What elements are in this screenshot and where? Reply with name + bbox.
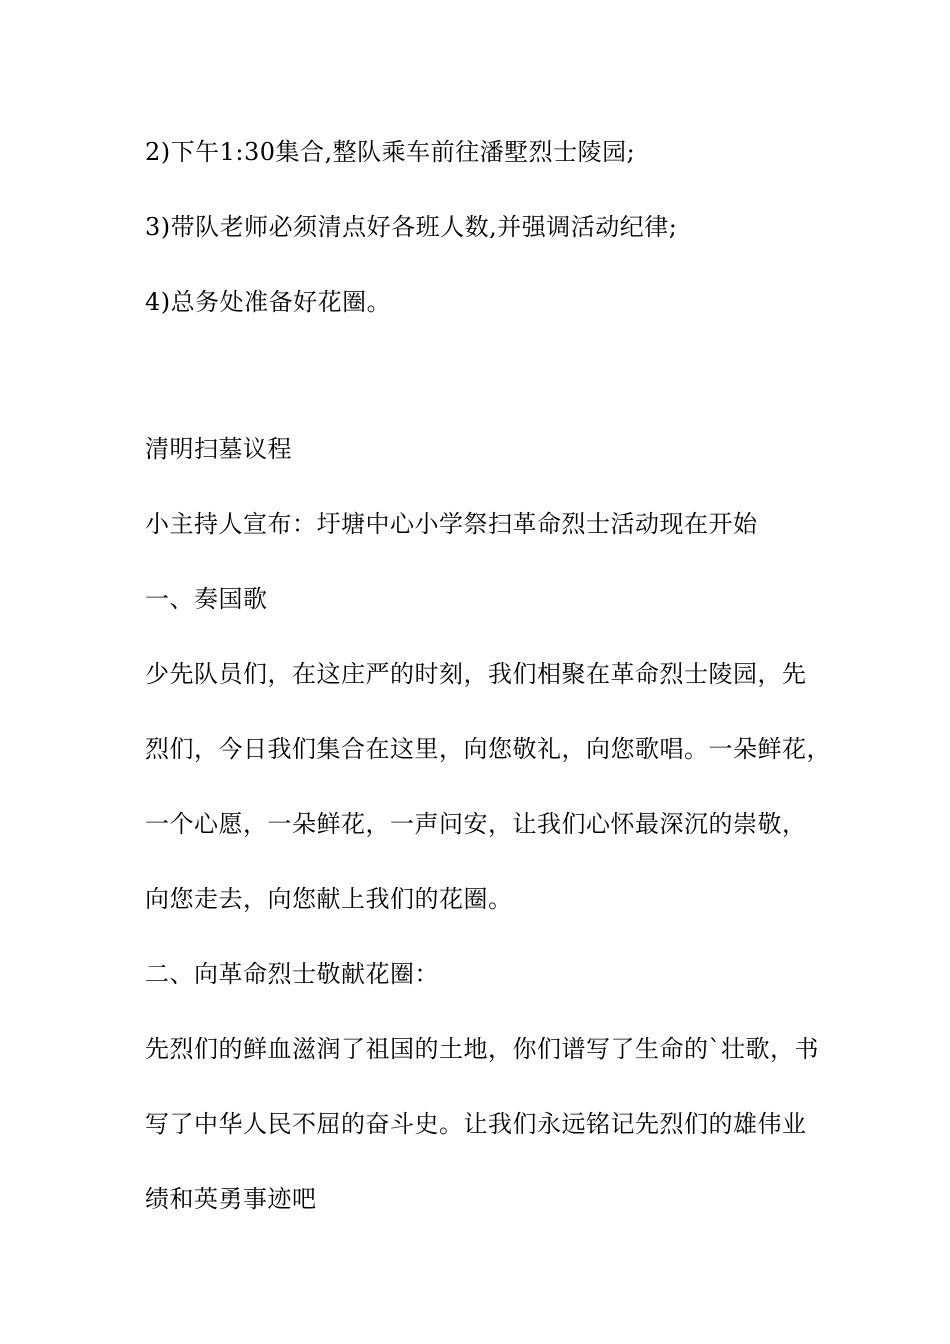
paragraph-line: 一个心愿，一朵鲜花，一声问安，让我们心怀最深沉的崇敬，: [145, 810, 807, 838]
text-line-arrangement-2: 2)下午1:30集合,整队乘车前往潘墅烈士陵园;: [145, 138, 636, 166]
agenda-item-2-heading: 二、向革命烈士敬献花圈：: [145, 960, 439, 988]
section-heading-agenda: 清明扫墓议程: [145, 435, 292, 463]
text-line-announcement: 小主持人宣布：圩塘中心小学祭扫革命烈士活动现在开始: [145, 510, 758, 538]
paragraph-line: 向您走去，向您献上我们的花圈。: [145, 885, 513, 913]
text-line-arrangement-4: 4)总务处准备好花圈。: [145, 288, 392, 316]
paragraph-line: 烈们，今日我们集合在这里，向您敬礼，向您歌唱。一朵鲜花，: [145, 735, 831, 763]
paragraph-line: 写了中华人民不屈的奋斗史。让我们永远铭记先烈们的雄伟业: [145, 1110, 807, 1138]
paragraph-line: 少先队员们，在这庄严的时刻，我们相聚在革命烈士陵园，先: [145, 660, 807, 688]
paragraph-line: 绩和英勇事迹吧: [145, 1185, 317, 1213]
text-line-arrangement-3: 3)带队老师必须清点好各班人数,并强调活动纪律;: [145, 213, 678, 241]
paragraph-line: 先烈们的鲜血滋润了祖国的土地，你们谱写了生命的`壮歌，书: [145, 1035, 819, 1063]
agenda-item-1-heading: 一、奏国歌: [145, 585, 268, 613]
